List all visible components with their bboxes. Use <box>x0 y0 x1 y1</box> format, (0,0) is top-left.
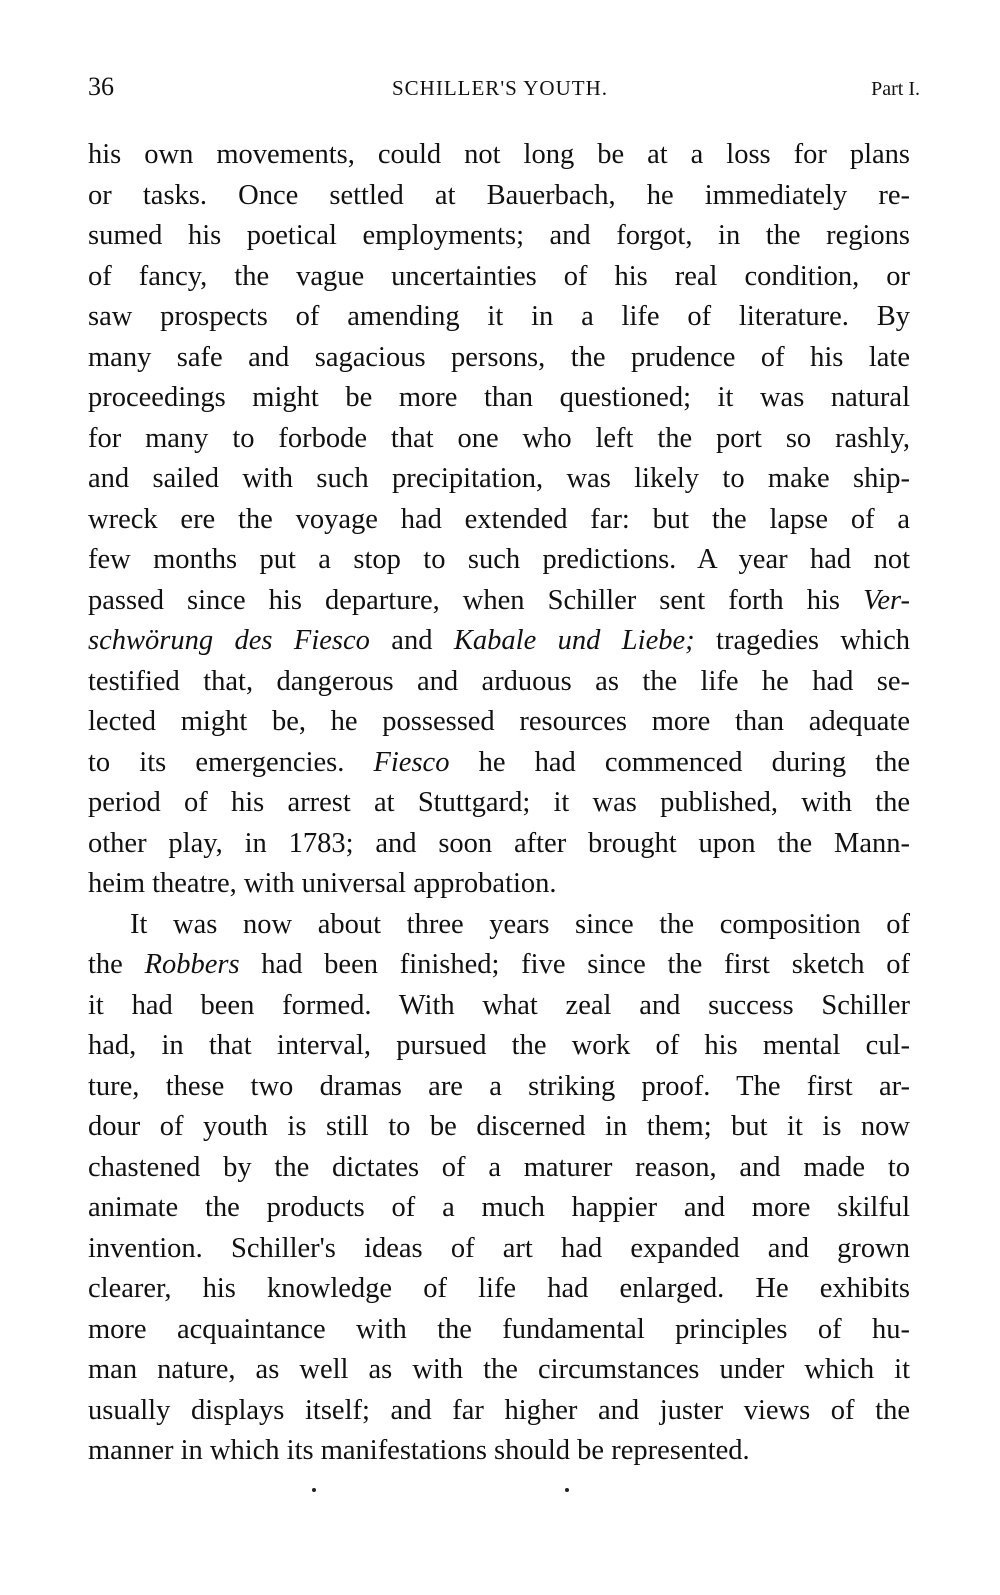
text-line <box>88 945 910 986</box>
text-segment: testified that, dangerous and arduous as the life he had se- <box>88 665 910 697</box>
paragraph <box>88 135 910 905</box>
text-line <box>88 1229 910 1270</box>
text-segment: ture, these two dramas are a striking proof. The first ar- <box>88 1070 910 1102</box>
text-segment: and <box>369 625 454 656</box>
text-line <box>88 743 910 784</box>
text-line <box>88 581 910 622</box>
text-line <box>88 419 910 460</box>
text-segment: lected might be, he possessed resources more than adequate <box>88 706 910 737</box>
text-segment: his own movements, could not long be at a loss for plans <box>88 139 910 170</box>
text-line <box>88 783 910 824</box>
text-segment: manner in which its manifestations should be represented. <box>88 1435 750 1466</box>
text-line <box>88 702 910 743</box>
text-segment: he had commenced during the <box>449 746 911 778</box>
text-line <box>88 864 910 905</box>
print-speck <box>312 1488 316 1492</box>
running-title: SCHILLER'S YOUTH. <box>391 76 608 100</box>
text-segment: usually displays itself; and far higher and juster views of the <box>88 1394 910 1426</box>
text-segment: many safe and sagacious persons, the prudence of his late <box>88 341 910 373</box>
text-segment: tragedies which <box>694 625 910 656</box>
text-segment: It was now about three years since the composition of <box>130 908 910 940</box>
text-segment: or tasks. Once settled at Bauerbach, he immediately re- <box>88 179 910 211</box>
text-line <box>88 135 910 176</box>
text-line <box>88 540 910 581</box>
text-segment: of fancy, the vague uncertainties of his real condition, or <box>88 260 910 292</box>
text-segment: and sailed with such precipitation, was likely to make ship- <box>88 463 910 494</box>
text-segment: heim theatre, with universal approbation. <box>88 868 557 899</box>
italic-text: Kabale und Liebe; <box>453 625 695 656</box>
text-line <box>88 905 910 946</box>
text-line <box>88 662 910 703</box>
text-line <box>88 1188 910 1229</box>
text-segment: animate the products of a much happier and more skilful <box>88 1192 910 1223</box>
text-segment: dour of youth is still to be discerned in them; but it is now <box>88 1111 910 1142</box>
text-segment: the <box>88 949 145 980</box>
text-line <box>88 1067 910 1108</box>
text-segment: more acquaintance with the fundamental principles of hu- <box>88 1313 910 1345</box>
text-line <box>88 176 910 217</box>
text-segment: passed since his departure, when Schiller sent forth his <box>88 584 864 616</box>
text-segment: wreck ere the voyage had extended far: but the lapse of a <box>88 503 910 535</box>
text-line <box>88 257 910 298</box>
text-line <box>88 621 910 662</box>
italic-text: Fiesco <box>373 746 450 778</box>
text-line <box>88 1148 910 1189</box>
text-segment: proceedings might be more than questioned; it was natural <box>88 382 910 413</box>
text-line <box>88 500 910 541</box>
text-line <box>88 824 910 865</box>
paragraph <box>88 905 910 1472</box>
italic-text: schwörung des Fiesco <box>88 625 370 656</box>
italic-text: Ver- <box>863 584 910 616</box>
italic-text: Robbers <box>144 949 240 980</box>
text-line <box>88 1391 910 1432</box>
text-line <box>88 1026 910 1067</box>
text-line <box>88 338 910 379</box>
text-segment: sumed his poetical employments; and forgot, in the regions <box>88 220 910 251</box>
text-line <box>88 1350 910 1391</box>
text-segment: other play, in 1783; and soon after brought upon the Mann- <box>88 827 910 859</box>
text-line <box>88 216 910 257</box>
text-line <box>88 378 910 419</box>
text-segment: chastened by the dictates of a maturer reason, and made to <box>88 1151 910 1183</box>
text-segment: man nature, as well as with the circumstances under which it <box>88 1354 910 1385</box>
page-number: 36 <box>88 72 114 101</box>
text-segment: clearer, his knowledge of life had enlarged. He exhibits <box>88 1273 910 1304</box>
text-segment: it had been formed. With what zeal and success Schiller <box>88 989 910 1021</box>
text-segment: to its emergencies. <box>88 746 374 778</box>
text-line <box>88 986 910 1027</box>
text-segment: period of his arrest at Stuttgard; it was published, with the <box>88 787 910 818</box>
text-segment: invention. Schiller's ideas of art had expanded and grown <box>88 1232 910 1264</box>
page-body <box>88 135 910 1472</box>
text-segment: for many to forbode that one who left the port so rashly, <box>88 422 910 454</box>
text-line <box>88 297 910 338</box>
text-line <box>88 1269 910 1310</box>
text-line <box>88 1431 910 1472</box>
part-label: Part I. <box>871 78 920 100</box>
print-speck <box>565 1488 569 1492</box>
text-line <box>88 1107 910 1148</box>
text-segment: few months put a stop to such predictions. A year had not <box>88 544 910 575</box>
text-segment: saw prospects of amending it in a life of literature. By <box>88 301 910 332</box>
text-line <box>88 1310 910 1351</box>
text-segment: had been finished; five since the first sketch of <box>239 949 910 980</box>
text-line <box>88 459 910 500</box>
text-segment: had, in that interval, pursued the work of his mental cul- <box>88 1030 910 1061</box>
